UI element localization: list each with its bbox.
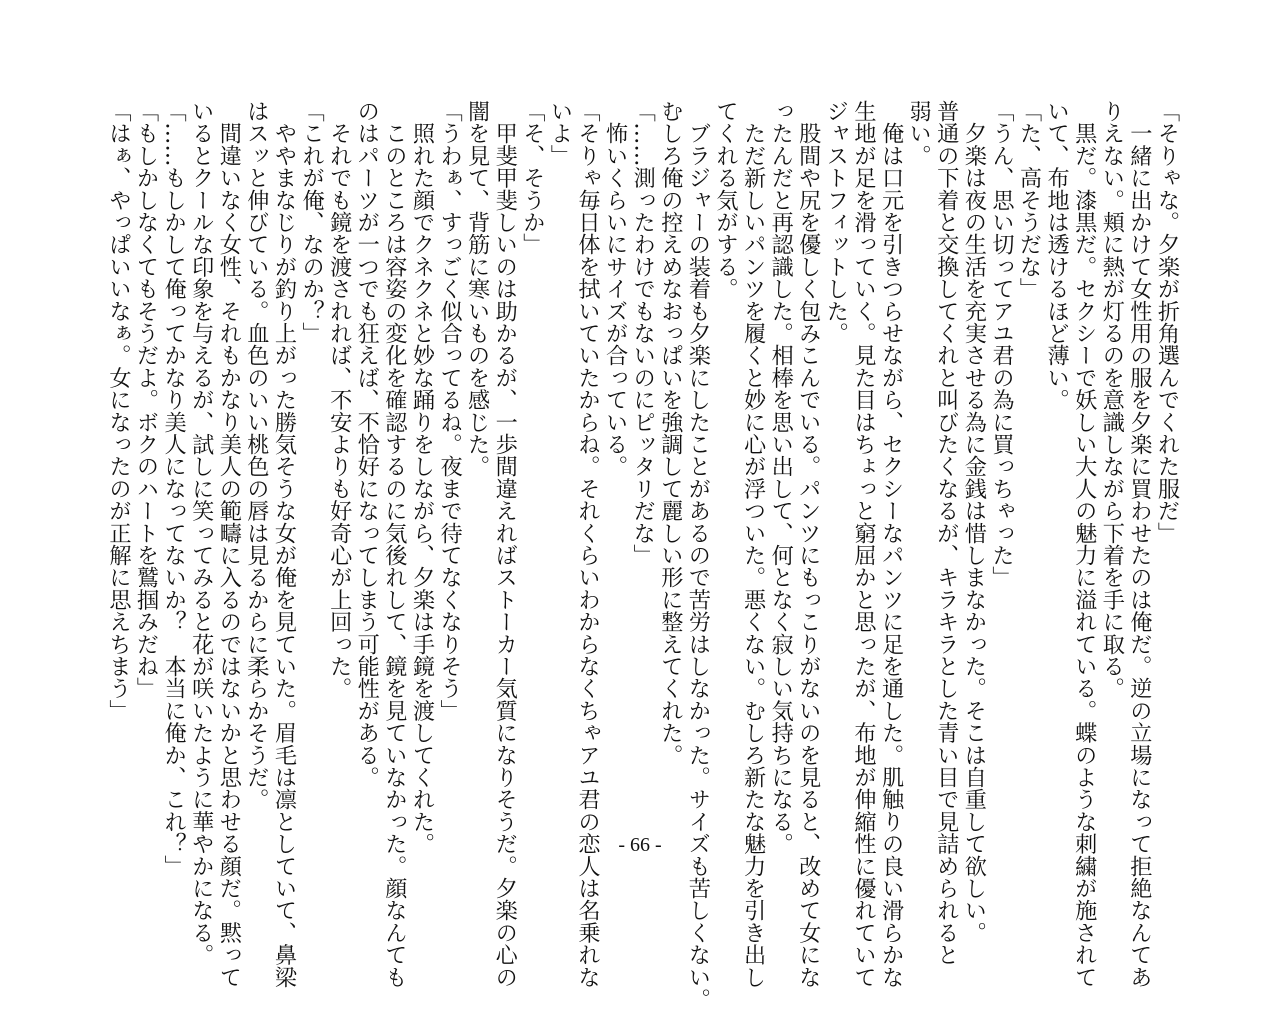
text-line: それでも鏡を渡されれば、不安よりも好奇心が上回った。 bbox=[326, 100, 353, 700]
text-line: りえない。頬に熱が灯るのを意識しながら下着を手に取る。 bbox=[1098, 100, 1125, 700]
text-line: のはパーツが一つでも狂えば、不恰好になってしまう可能性がある。 bbox=[353, 100, 380, 789]
text-line: 「……もしかして俺ってかなり美人になってないか？ 本当に俺か、これ？」 bbox=[160, 100, 187, 877]
text-line: このところは容姿の変化を確認するのに気後れして、鏡を見ていなかった。顔なんても bbox=[381, 100, 408, 988]
text-line: 黒だ。漆黒だ。セクシーで妖しい大人の魅力に溢れている。蝶のような刺繍が施されて bbox=[1071, 100, 1098, 988]
text-line: 「そりゃな。夕楽が折角選んでくれた服だ」 bbox=[1154, 100, 1180, 544]
text-line: 「うわぁ、すっごく似合ってるね。夜まで待てなくなりそう」 bbox=[436, 100, 463, 722]
text-line: 股間や尻を優しく包みこんでいる。パンツにもっこりがないのを見ると、改めて女にな bbox=[795, 100, 822, 988]
text-line: 「これが俺、なのか？」 bbox=[298, 100, 325, 345]
text-line: 「そりゃ毎日体を拭いていたからね。それくらいわからなくちゃアユ君の恋人は名乗れな bbox=[574, 100, 601, 988]
text-line: ジャストフィットした。 bbox=[822, 100, 849, 345]
text-line: 生地が足を滑っていく。見た目はちょっと窮屈かと思ったが、布地が伸縮性に優れていて bbox=[850, 100, 877, 988]
text-line: 怖いくらいにサイズが合っている。 bbox=[602, 100, 629, 478]
text-line: 闇を見て、背筋に寒いものを感じた。 bbox=[464, 100, 491, 478]
text-line: はスッと伸びている。血色のいい桃色の唇は見るからに柔らかそうだ。 bbox=[243, 100, 270, 811]
text-line: 普通の下着と交換してくれと叫びたくなるが、キラキラとした青い目で見詰められると bbox=[933, 100, 960, 966]
text-line: 夕楽は夜の生活を充実させる為に金銭は惜しまなかった。そこは自重して欲しい。 bbox=[960, 100, 987, 944]
text-line: ブラジャーの装着も夕楽にしたことがあるので苦労はしなかった。サイズも苦しくない。 bbox=[684, 100, 711, 1010]
text-line: 照れた顔でクネクネと妙な踊りをしながら、夕楽は手鏡を渡してくれた。 bbox=[408, 100, 435, 855]
text-line: むしろ俺の控えめなおっぱいを強調して麗しい形に整えてくれた。 bbox=[657, 100, 684, 766]
text-line: 「……測ったわけでもないのにピッタリだな」 bbox=[629, 100, 656, 567]
text-line: ただ新しいパンツを履くと妙に心が浮ついた。悪くない。むしろ新たな魅力を引き出し bbox=[740, 100, 767, 989]
text-line: 弱い。 bbox=[905, 100, 932, 167]
page-number: - 66 - bbox=[618, 834, 662, 856]
text-line: 「そ、そうか」 bbox=[519, 100, 546, 256]
text-line: 「うん、思い切ってアユ君の為に買っちゃった」 bbox=[988, 100, 1015, 589]
text-line: いるとクールな印象を与えるが、試しに笑ってみると花が咲いたように華やかになる。 bbox=[188, 100, 215, 966]
text-line: いて、布地は透けるほど薄い。 bbox=[1043, 100, 1070, 411]
text-line: いよ」 bbox=[546, 100, 573, 167]
text-line: 間違いなく女性、それもかなり美人の範疇に入るのではないかと思わせる顔だ。黙って bbox=[215, 100, 242, 988]
text-line: 一緒に出かけて女性用の服を夕楽に買わせたのは俺だ。逆の立場になって拒絶なんてあ bbox=[1126, 100, 1153, 988]
text-line: 俺は口元を引きつらせながら、セクシーなパンツに足を通した。肌触りの良い滑らかな bbox=[878, 100, 905, 988]
text-line: てくれる気がする。 bbox=[712, 100, 739, 300]
text-line: ややまなじりが釣り上がった勝気そうな女が俺を見ていた。眉毛は凛としていて、鼻梁 bbox=[271, 100, 297, 988]
text-line: ったんだと再認識した。相棒を思い出して、何となく寂しい気持ちになる。 bbox=[767, 100, 794, 855]
text-line: 「もしかしなくてもそうだよ。ボクのハートを鷲掴みだね」 bbox=[133, 100, 160, 700]
text-line: 甲斐甲斐しいのは助かるが、一歩間違えればストーカー気質になりそうだ。夕楽の心の bbox=[491, 100, 518, 988]
text-line: 「た、高そうだな」 bbox=[1016, 100, 1043, 300]
text-line: 「はぁ、やっぱいいなぁ。女になったのが正解に思えちまう」 bbox=[105, 100, 132, 722]
